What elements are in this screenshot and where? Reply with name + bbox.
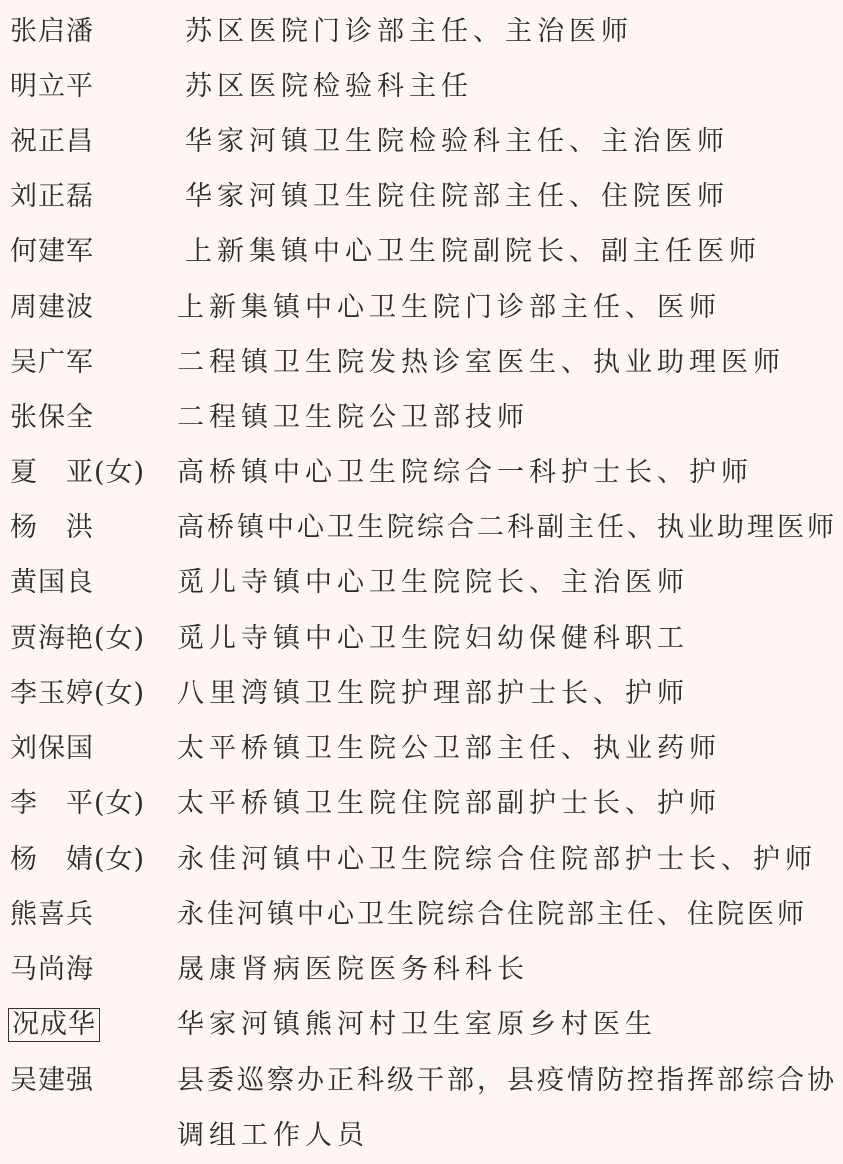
person-title: 永佳河镇中心卫生院综合住院部护士长、护师 (177, 844, 817, 875)
person-title: 上新集镇中心卫生院副院长、副主任医师 (185, 236, 761, 267)
person-title: 晟康肾病医院医务科科长 (177, 954, 529, 985)
person-name: 夏 亚(女) (10, 457, 146, 488)
person-name: 黄国良 (10, 567, 94, 598)
person-name: 马尚海 (10, 954, 94, 985)
person-name: 吴广军 (10, 347, 94, 378)
person-name: 祝正昌 (10, 126, 94, 157)
person-title: 华家河镇卫生院住院部主任、住院医师 (185, 181, 729, 212)
list-item (0, 224, 843, 280)
list-item (0, 555, 843, 611)
list-item (0, 169, 843, 225)
person-title: 苏区医院检验科主任 (185, 71, 473, 102)
list-item (0, 887, 843, 943)
person-title: 太平桥镇卫生院住院部副护士长、护师 (177, 788, 721, 819)
person-title: 县委巡察办正科级干部，县疫情防控指挥部综合协 (177, 1065, 837, 1096)
person-title: 觅儿寺镇中心卫生院妇幼保健科职工 (177, 623, 689, 654)
person-name: 杨 洪 (10, 512, 94, 543)
list-item (0, 666, 843, 722)
person-name: 熊喜兵 (10, 899, 94, 930)
person-name-boxed: 况成华 (8, 1008, 100, 1042)
person-name: 张启潘 (10, 16, 94, 47)
list-item (0, 114, 843, 170)
list-item (0, 611, 843, 667)
list-item (0, 4, 843, 60)
person-title: 华家河镇熊河村卫生室原乡村医生 (177, 1009, 657, 1040)
person-name: 张保全 (10, 402, 94, 433)
person-name: 李 平(女) (10, 788, 146, 819)
person-title: 高桥镇中心卫生院综合一科护士长、护师 (177, 457, 753, 488)
person-name: 杨 婧(女) (10, 844, 146, 875)
list-item (0, 280, 843, 336)
person-name: 刘正磊 (10, 181, 94, 212)
person-name: 吴建强 (10, 1065, 94, 1096)
person-name: 贾海艳(女) (10, 623, 146, 654)
person-name: 李玉婷(女) (10, 678, 146, 709)
person-title: 永佳河镇中心卫生院综合住院部主任、住院医师 (177, 899, 807, 930)
list-item (0, 776, 843, 832)
person-title-continuation: 调组工作人员 (177, 1120, 369, 1151)
list-item (0, 942, 843, 998)
list-item (0, 721, 843, 777)
person-title: 高桥镇中心卫生院综合二科副主任、执业助理医师 (177, 512, 837, 543)
person-title: 二程镇卫生院公卫部技师 (177, 402, 529, 433)
list-item (0, 335, 843, 391)
list-item (0, 500, 843, 556)
person-name: 何建军 (10, 236, 94, 267)
list-item (0, 1053, 843, 1163)
list-item (0, 997, 843, 1053)
list-item (0, 59, 843, 115)
person-title: 上新集镇中心卫生院门诊部主任、医师 (177, 292, 721, 323)
person-name: 明立平 (10, 71, 94, 102)
list-item (0, 445, 843, 501)
person-name: 刘保国 (10, 733, 94, 764)
person-title: 觅儿寺镇中心卫生院院长、主治医师 (177, 567, 689, 598)
person-title: 华家河镇卫生院检验科主任、主治医师 (185, 126, 729, 157)
person-title: 八里湾镇卫生院护理部护士长、护师 (177, 678, 689, 709)
list-item (0, 832, 843, 888)
person-title: 二程镇卫生院发热诊室医生、执业助理医师 (177, 347, 785, 378)
person-name: 周建波 (10, 292, 94, 323)
list-item (0, 390, 843, 446)
person-title: 苏区医院门诊部主任、主治医师 (185, 16, 633, 47)
person-title: 太平桥镇卫生院公卫部主任、执业药师 (177, 733, 721, 764)
